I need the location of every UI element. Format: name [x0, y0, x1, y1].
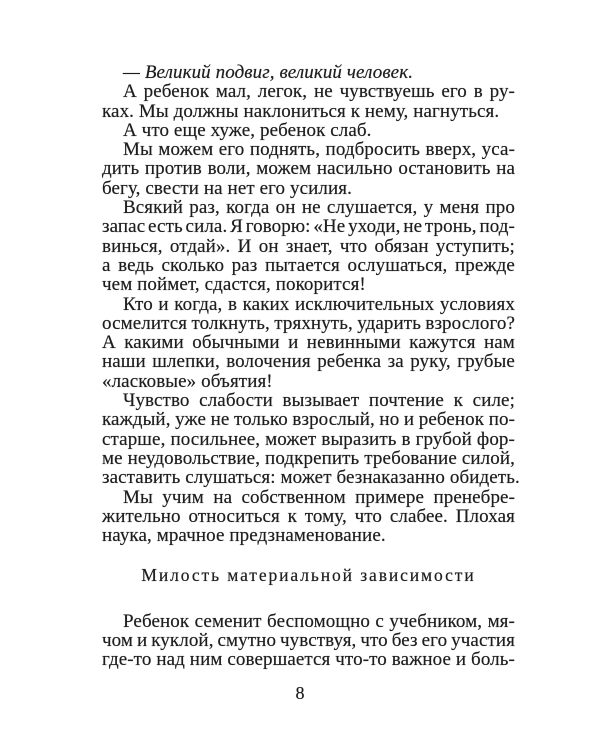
word: мя-: [487, 610, 515, 632]
word: толкнуть,: [191, 312, 270, 334]
paragraph: [102, 121, 515, 140]
word: участия: [451, 630, 515, 652]
word: ослушаться,: [347, 254, 448, 276]
word: ударить: [357, 312, 421, 334]
word: уходи,: [348, 216, 401, 238]
word: совершается: [227, 649, 331, 671]
word: его: [421, 630, 448, 652]
word: его: [218, 139, 245, 161]
word: меня: [439, 197, 480, 219]
word: исключительных: [295, 293, 435, 315]
word: взрослый,: [292, 409, 375, 431]
word: когда: [226, 197, 270, 219]
word: уже: [175, 409, 207, 431]
word: только: [233, 409, 288, 431]
word: на: [213, 486, 233, 508]
word: А: [102, 332, 116, 354]
word: и: [403, 409, 415, 431]
word: И: [237, 235, 252, 257]
text-line: [102, 650, 515, 669]
text-line: [102, 140, 515, 159]
word: выразить: [321, 428, 397, 450]
text-line: [102, 430, 515, 449]
text-line: [102, 159, 515, 178]
text-line: [102, 82, 515, 101]
word: взрослого?: [425, 312, 515, 334]
paragraph: [102, 82, 515, 121]
text-line: [102, 217, 515, 236]
word: невинными: [306, 332, 401, 354]
word: остановить: [398, 158, 491, 180]
word: старше,: [102, 428, 166, 450]
text-line: [102, 314, 515, 333]
word: может: [265, 428, 317, 450]
word: в: [401, 428, 411, 450]
word: Плохая: [455, 505, 515, 527]
word: важное: [391, 649, 451, 671]
text-line: [102, 488, 515, 507]
word: винься,: [102, 235, 163, 257]
paragraph: [102, 198, 515, 294]
word: в: [473, 81, 483, 103]
word: слушается,: [326, 197, 418, 219]
word: дить: [102, 158, 140, 180]
word: Кто: [123, 293, 153, 315]
word: требование: [364, 447, 457, 469]
word: осмелится: [102, 312, 188, 334]
word: жительно: [102, 505, 181, 527]
word: каждый,: [102, 409, 171, 431]
word: кажутся: [409, 332, 476, 354]
word: ребенок: [143, 81, 210, 103]
word: поднять,: [249, 139, 321, 161]
word: и: [137, 630, 148, 652]
word: на: [496, 158, 515, 180]
text-line: заставить слушаться: может безнаказанно обидеть.: [102, 467, 520, 489]
word: его: [441, 81, 467, 103]
word: раз: [231, 254, 258, 276]
word: подкрепить: [265, 447, 360, 469]
word: слабее.: [389, 505, 448, 527]
word: чувствуешь: [339, 81, 435, 103]
text-line: [102, 631, 515, 650]
word: какими: [124, 332, 184, 354]
word: у: [423, 197, 434, 219]
word: чом: [102, 630, 134, 652]
word: подбросить: [325, 139, 421, 161]
word: неудовольствие,: [127, 447, 261, 469]
text-line: [102, 612, 515, 631]
word: обычными: [192, 332, 280, 354]
word: мал,: [215, 81, 251, 103]
text-line: [102, 507, 515, 526]
text-line: [102, 256, 515, 275]
word: уса-: [481, 139, 515, 161]
word: он: [275, 197, 296, 219]
word: есть: [148, 216, 183, 238]
word: условиях: [439, 293, 515, 315]
paragraph: [102, 390, 520, 489]
word: уступить;: [435, 235, 515, 257]
word: нам: [484, 332, 515, 354]
word: относиться: [188, 505, 280, 527]
word: и: [158, 293, 169, 315]
word: можем: [256, 158, 312, 180]
word: Чувство: [123, 390, 190, 412]
text-line: ках. Мы должны наклониться к нему, нагнуться.: [102, 100, 500, 122]
word: чувствуя,: [280, 630, 357, 652]
word: и: [455, 649, 467, 671]
word: «Не: [313, 216, 346, 238]
word: тряхнуть,: [274, 312, 353, 334]
word: с: [375, 610, 384, 632]
word: беспомощно: [267, 610, 370, 632]
word: что: [360, 630, 388, 652]
text-line: [102, 295, 515, 314]
word: силе;: [472, 390, 515, 412]
word: знает,: [285, 235, 333, 257]
word: а: [102, 254, 111, 276]
text-line: А что еще хуже, ребенок слаб.: [123, 119, 372, 141]
word: не: [301, 197, 321, 219]
word: ме: [102, 447, 123, 469]
word: вызывает: [282, 390, 360, 412]
word: тронь,: [424, 216, 477, 238]
word: обязан: [374, 235, 429, 257]
word: шлепки,: [152, 351, 220, 373]
word: ребенок: [418, 409, 485, 431]
word: вверх,: [425, 139, 477, 161]
word: не: [313, 81, 333, 103]
paragraph: [102, 612, 515, 670]
word: к: [287, 505, 297, 527]
word: посильнее,: [170, 428, 261, 450]
word: учим: [162, 486, 204, 508]
word: запас: [102, 216, 146, 238]
word: не: [403, 216, 423, 238]
word: про: [485, 197, 515, 219]
word: боль-: [471, 649, 515, 671]
word: отдай».: [169, 235, 231, 257]
word: грубые: [457, 351, 515, 373]
word: сила.: [185, 216, 228, 238]
word: легок,: [257, 81, 308, 103]
word: воли,: [207, 158, 251, 180]
word: сколько: [161, 254, 225, 276]
word: ведь: [118, 254, 154, 276]
word: за: [387, 351, 404, 373]
word: когда,: [174, 293, 223, 315]
text-line: [102, 410, 515, 429]
text-line: «ласковые» объятия!: [102, 370, 273, 392]
word: примере: [355, 486, 425, 508]
text-line: бегу, свести на нет его усилия.: [102, 177, 352, 199]
word: Мы: [123, 139, 153, 161]
word: к: [453, 390, 463, 412]
page-number: 8: [295, 683, 305, 703]
text-line: — Великий подвиг, великий человек.: [123, 62, 414, 83]
word: по-: [488, 409, 515, 431]
word: смутно: [217, 630, 277, 652]
word: наши: [102, 351, 146, 373]
word: силой,: [461, 447, 515, 469]
word: говорю:: [245, 216, 311, 238]
word: каких: [242, 293, 290, 315]
word: слабости: [199, 390, 273, 412]
word: пытается: [265, 254, 340, 276]
paragraph: [102, 63, 515, 82]
word: семенит: [194, 610, 262, 632]
word: против: [144, 158, 202, 180]
word: учебником,: [389, 610, 483, 632]
text-line: [102, 391, 515, 410]
word: собственном: [241, 486, 346, 508]
word: что: [339, 235, 368, 257]
text-line: [102, 198, 515, 217]
word: Мы: [123, 486, 153, 508]
word: почтение: [368, 390, 444, 412]
word: под-: [479, 216, 515, 238]
word: куклой,: [151, 630, 214, 652]
word: не: [210, 409, 230, 431]
word: Всякий: [123, 197, 184, 219]
text-line: наука, мрачное предзнаменование.: [102, 525, 386, 547]
word: насильно: [316, 158, 393, 180]
word: фор-: [476, 428, 515, 450]
text-line: [102, 449, 515, 468]
word: ру-: [489, 81, 515, 103]
word: А: [123, 81, 137, 103]
word: ребенка: [317, 351, 382, 373]
word: руку,: [410, 351, 451, 373]
word: ним: [189, 649, 223, 671]
word: можем: [158, 139, 214, 161]
paragraph: [102, 295, 515, 391]
word: пренебре-: [433, 486, 515, 508]
section-heading: Милость материальной зависимости: [141, 565, 476, 586]
word: что-то: [335, 649, 387, 671]
word: без: [391, 630, 418, 652]
word: он: [258, 235, 279, 257]
word: где-то: [102, 649, 152, 671]
paragraph: [102, 488, 515, 546]
word: раз,: [189, 197, 220, 219]
text-line: [102, 333, 515, 352]
word: и: [288, 332, 299, 354]
text-line: [102, 352, 515, 371]
body-text-bottom: [102, 612, 515, 670]
text-line: чем поймет, сдастся, покорится!: [102, 274, 366, 296]
word: прежде: [455, 254, 515, 276]
paragraph: [102, 140, 515, 198]
word: грубой: [415, 428, 472, 450]
word: тому,: [304, 505, 347, 527]
word: волочения: [226, 351, 311, 373]
text-line: [102, 237, 515, 256]
word: но: [379, 409, 400, 431]
word: в: [227, 293, 238, 315]
word: Ребенок: [123, 610, 190, 632]
word: что: [354, 505, 383, 527]
body-text-top: [102, 62, 520, 547]
word: над: [156, 649, 185, 671]
word: Я: [230, 216, 243, 238]
text-block: [102, 62, 520, 671]
